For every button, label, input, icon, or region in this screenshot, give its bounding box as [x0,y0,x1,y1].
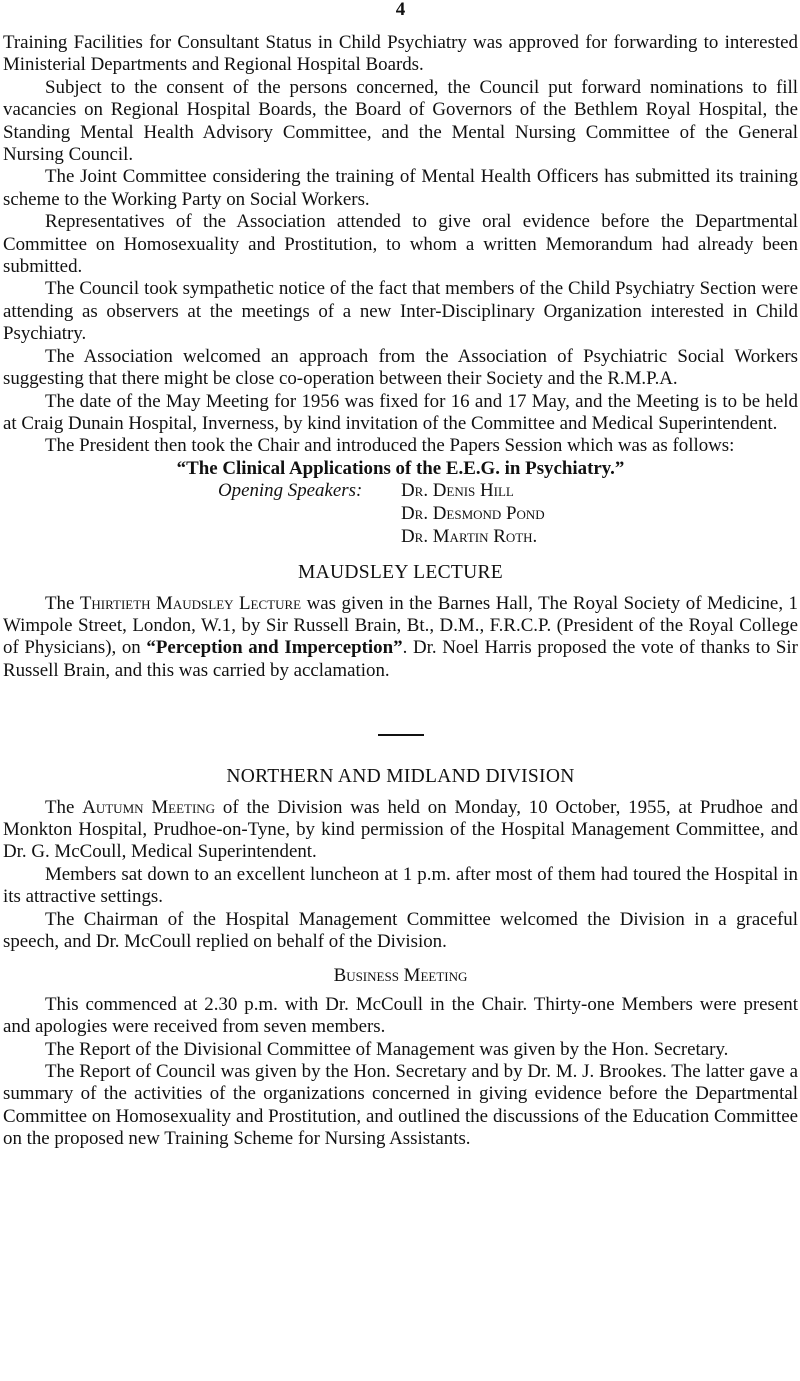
paragraph: Members sat down to an excellent luncheon at 1 p.m. after most of them had toured the Hospital in its attractive settings. [3,863,798,908]
paragraph: The Joint Committee considering the training of Mental Health Officers has submitted its training scheme to the Working Party on Social Workers. [3,166,798,210]
papers-session-title: “The Clinical Applications of the E.E.G. in Psychiatry.” [176,457,625,479]
page-number: 4 [395,0,406,20]
paragraph: The President then took the Chair and introduced the Papers Session which was as follows: [45,435,735,457]
lecture-title: “Perception and Imperception” [146,637,403,659]
paragraph: The Chairman of the Hospital Management Committee welcomed the Division in a graceful speech, and Dr. McCoull replied on behalf of the Division. [3,908,798,952]
paragraph: This commenced at 2.30 p.m. with Dr. McCoull in the Chair. Thirty-one Members were present and apologies were received from seven members. [3,993,798,1038]
paragraph: The date of the May Meeting for 1956 was fixed for 16 and 17 May, and the Meeting is to be held at Craig Dunain Hospital, Inverness, by kind invitation of the Committee and Medical Superintendent. [3,390,798,434]
speaker-name: Dr. Desmond Pond [401,503,545,525]
paragraph: The Report of the Divisional Committee of Management was given by the Hon. Secretary. [45,1038,729,1060]
northern-midland-paragraph [3,797,798,864]
section-divider [378,734,424,736]
lecture-name: Thirtieth Maudsley Lecture [79,592,302,614]
paragraph: Representatives of the Association attended to give oral evidence before the Departmental Committee on Homosexuality and Prostitution, to whom a written Memorandum had already been submitted. [3,211,798,278]
paragraph-continuation: Training Facilities for Consultant Status in Child Psychiatry was approved for forwarding to interested Ministerial Departments and Regional Hospital Boards. [3,32,798,76]
meeting-name: Autumn Meeting [82,796,216,818]
paragraph: The Association welcomed an approach from the Association of Psychiatric Social Workers suggesting that there might be close co-operation between their Society and the R.M.P.A. [3,345,798,390]
maudsley-lecture-heading: MAUDSLEY LECTURE [297,562,504,584]
text-fragment: was given in the Barnes Hall, The Royal Society of Medicine, 1 Wimpole Street, London, W.1, by Sir Russell Brain, Bt., D.M., F.R.C.P. (President of the Royal College of Physicians), on [3,592,798,659]
opening-speakers-label: Opening Speakers: [218,480,363,502]
maudsley-lecture-paragraph [3,593,798,683]
opening-speakers [3,480,798,548]
speaker-name: Dr. Martin Roth. [401,526,538,548]
business-meeting-heading: Business Meeting [333,965,468,987]
speaker-name: Dr. Denis Hill [401,480,514,502]
paragraph: Subject to the consent of the persons concerned, the Council put forward nominations to fill vacancies on Regional Hospital Boards, the Board of Governors of the Bethlem Royal Hospital, the Standing Mental Health Advisory Committee, and the Mental Nursing Committee of the General Nursing Council. [3,76,798,166]
text-fragment: of the Division was held on Monday, 10 October, 1955, at Prudhoe and Monkton Hospital, Prudhoe-on-Tyne, by kind permission of the Hospital Management Committee, and Dr. G. McCoull, Medical Superintendent. [3,796,798,863]
text-fragment: . Dr. Noel Harris proposed the vote of thanks to Sir Russell Brain, and this was carried by acclamation. [3,637,798,681]
northern-midland-heading: NORTHERN AND MIDLAND DIVISION [226,766,575,788]
paragraph: The Report of Council was given by the Hon. Secretary and by Dr. M. J. Brookes. The latter gave a summary of the activities of the organizations concerned in giving evidence before the Departmental Committee on Homosexuality and Prostitution, and outlined the discussions of the Education Committee on the proposed new Training Scheme for Nursing Assistants. [3,1061,798,1150]
text-fragment: The [45,796,75,818]
text-fragment: The [45,592,75,614]
paragraph: The Council took sympathetic notice of the fact that members of the Child Psychiatry Section were attending as observers at the meetings of a new Inter-Disciplinary Organization interested in Child Psychiatry. [3,278,798,345]
